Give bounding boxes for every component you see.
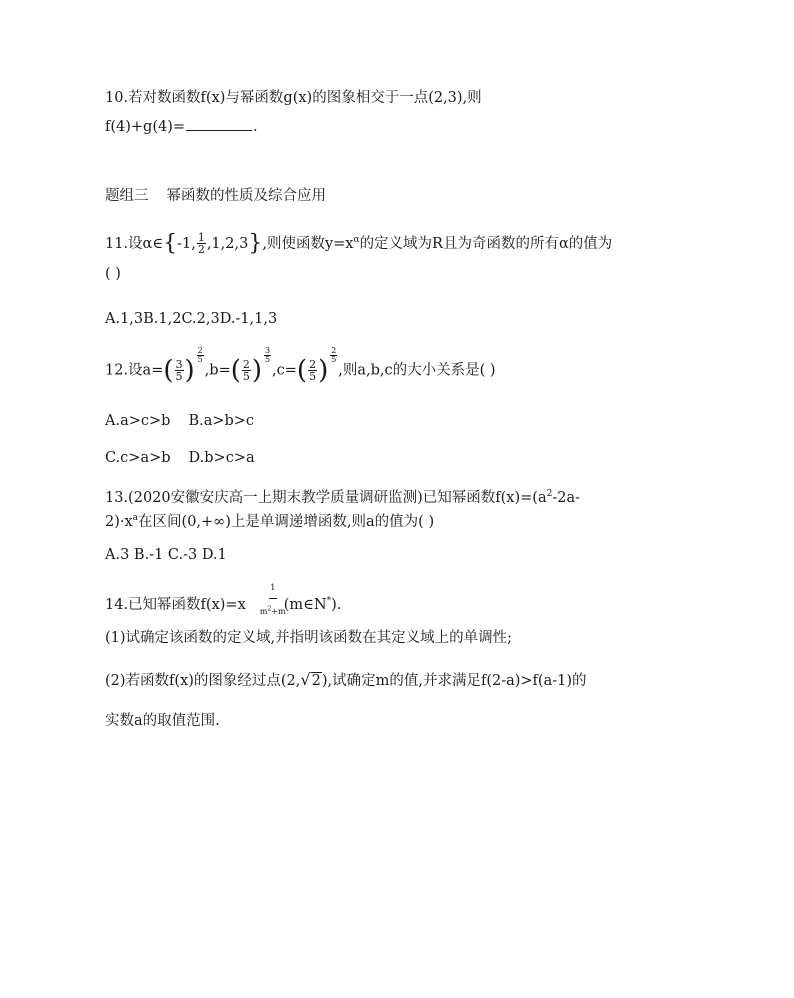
q12-stem: 12.设a=( $\frac{3}{5}$ ) $\frac{2}{5}$ ,b=( $\frac{2}{5}$ ) $\frac{3}{5}$ ,c=( $\frac{2}{5}$ ) $\frac{2}{5}$ ,则a,b,c的大小关系是( ) [105,345,496,386]
q13-line2: $2)\cdot x^a$在区间(0,+∞)上是单调递增函数,则a的值为( ) [105,513,435,530]
q11-stem: 11.设α∈{-1, $\frac{1}{2}$ ,1,2,3},则使函数$y=x^\alpha$的定义域为R且为奇函数的所有α的值为 [105,230,613,257]
q12-options-row1: A.a>c>b B.a>b>c [105,413,255,429]
q14-part2-line2: 实数a的取值范围. [105,713,220,729]
section-heading: 题组三 幂函数的性质及综合应用 [105,188,326,204]
q12-options-row2: C.c>a>b D.b>c>a [105,450,255,466]
q13-line1: 13.(2020安徽安庆高一上期末教学质量调研监测)已知幂函数$f(x)=(a^2-2a-$ [105,489,580,506]
fraction-half: $\frac{1}{2}$ [197,231,205,257]
q14-part1: (1)试确定该函数的定义域,并指明该函数在其定义域上的单调性; [105,630,513,646]
answer-blank[interactable] [186,116,252,131]
q14-stem: 14.已知幂函数f(x)=x 1 $m^2+m$ (m∈N*). [105,591,341,615]
q11-options: A.1,3B.1,2C.2,3D.-1,1,3 [105,311,278,327]
q14-part2: (2)若函数f(x)的图象经过点(2,√2),试确定m的值,并求满足f(2-a)>f(a-1)的 [105,670,587,689]
q11-paren: ( ) [105,266,121,282]
q13-options: A.3 B.-1 C.-3 D.1 [105,547,227,563]
q10-line1: 10.若对数函数f(x)与幂函数g(x)的图象相交于一点(2,3),则 [105,90,482,106]
q10-line2: f(4)+g(4)= . [105,116,258,137]
